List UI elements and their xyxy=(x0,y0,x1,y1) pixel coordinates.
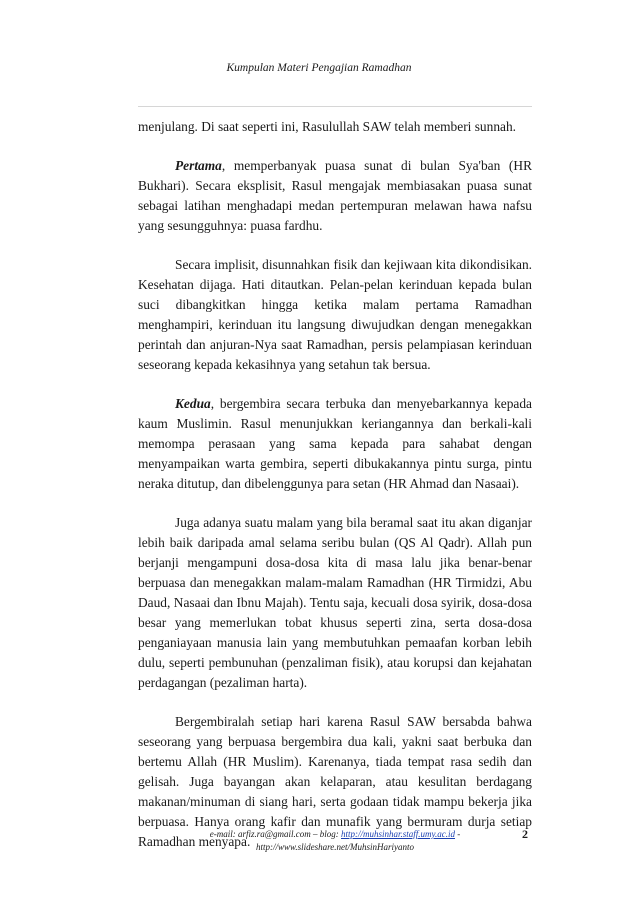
paragraph xyxy=(138,255,532,375)
paragraph-text: Secara implisit, disunnahkan fisik dan kejiwaan kita dikondisikan. Kesehatan dijaga. Hati ditautkan. Pelan-pelan kerinduan kepada bulan suci dibangkitkan hingga ketika malam pertama Ramadhan menghampiri, kerinduan itu langsung diwujudkan dengan menegakkan perintah dan anjuran-Nya saat Ramadhan, persis pelampiasan kerinduan seseorang kepada kekasihnya yang setahun tak bersua. xyxy=(138,257,532,372)
blog-link[interactable]: http://muhsinhar.staff.umy.ac.id xyxy=(341,829,456,839)
footer-separator: - xyxy=(455,829,461,839)
paragraph xyxy=(138,394,532,494)
header-divider xyxy=(138,106,532,107)
paragraph xyxy=(138,513,532,693)
page-footer xyxy=(170,828,500,854)
paragraph xyxy=(138,117,532,137)
paragraph-text: , bergembira secara terbuka dan menyebarkannya kepada kaum Muslimin. Rasul menunjukkan keriangannya dan berkali-kali memompa perasaan yang sama kepada para sahabat dengan menyampaikan warta gembira, seperti dibukakannya pintu surga, pintu neraka ditutup, dan dibelenggunya para setan (HR Ahmad dan Nasaai). xyxy=(138,396,532,491)
paragraph-text: Bergembiralah setiap hari karena Rasul SAW bersabda bahwa seseorang yang berpuasa bergembira dua kali, yakni saat berbuka dan bertemu Allah (HR Muslim). Karenanya, tiada tempat rasa sedih dan gelisah. Juga bayangan akan kelaparan, atau kesulitan berdagang makanan/minuman di siang hari, serta godaan tidak mampu bekerja jika berpuasa. Hanya orang kafir dan munafik yang bermuram durja setiap Ramadhan menyapa. xyxy=(138,714,532,849)
paragraph-lead: Kedua xyxy=(175,396,211,411)
body-text xyxy=(138,117,532,871)
paragraph-lead: Pertama xyxy=(175,158,222,173)
paragraph-text: Juga adanya suatu malam yang bila beramal saat itu akan diganjar lebih baik daripada amal selama seribu bulan (QS Al Qadr). Allah pun berjanji mengampuni dosa-dosa kita di masa lalu jika benar-benar berpuasa dan menegakkan malam-malam Ramadhan (HR Tirmidzi, Abu Daud, Nasaai dan Ibnu Majah). Tentu saja, kecuali dosa syirik, dosa-dosa besar yang memerlukan tobat khusus seperti zina, serta dosa-dosa penganiayaan manusia lain yang membutuhkan pemaafan korban lebih dulu, seperti pembunuhan (penzaliman fisik), atau korupsi dan kejahatan perdagangan (pezaliman harta). xyxy=(138,515,532,690)
footer-email: e-mail: arfiz.ra@gmail.com – blog: xyxy=(209,829,341,839)
slideshare-link[interactable]: http://www.slideshare.net/MuhsinHariyanto xyxy=(256,842,414,852)
paragraph xyxy=(138,156,532,236)
page-number: 2 xyxy=(522,827,528,841)
page-header xyxy=(0,62,638,74)
paragraph-text: menjulang. Di saat seperti ini, Rasulullah SAW telah memberi sunnah. xyxy=(138,119,517,134)
paragraph-text: , memperbanyak puasa sunat di bulan Sya'ban (HR Bukhari). Secara eksplisit, Rasul mengajak membiasakan puasa sunat sebagai latihan menghadapi medan pertempuran melawan hawa nafsu yang sesungguhnya: puasa fardhu. xyxy=(138,158,532,233)
header-title: Kumpulan Materi Pengajian Ramadhan xyxy=(226,62,412,74)
